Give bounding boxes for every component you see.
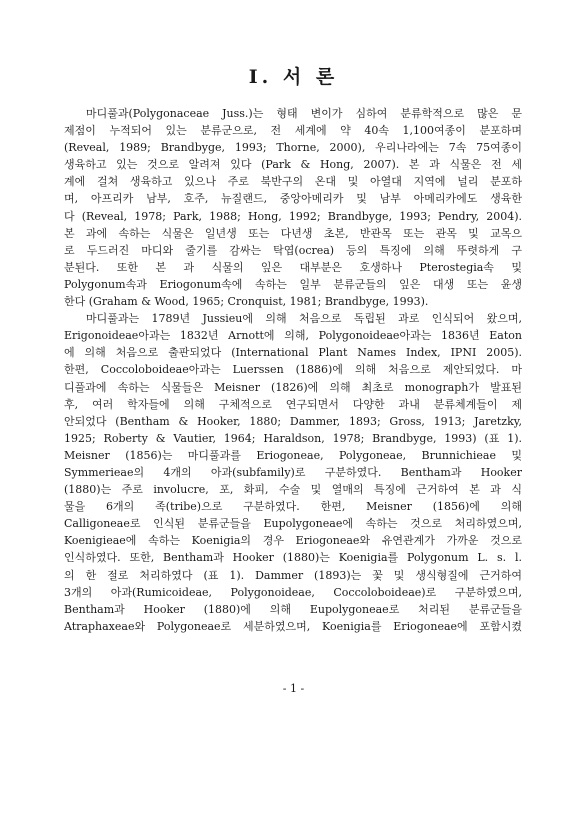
text-line: 계에 걸쳐 생육하고 있으나 주로 북반구의 온대 및 아열대 지역에 널리 분포하: [64, 175, 522, 189]
text-line: 인식하였다. 또한, Bentham과 Hooker (1880)는 Koenigia를 Polygonum L. s. l.: [64, 551, 522, 565]
text-line: 며, 아프리카 남부, 호주, 뉴질랜드, 중앙아메리카 및 남부 아메리카에도 생육한: [64, 192, 522, 206]
body-text: [64, 105, 522, 635]
text-line: 분된다. 또한 본 과 식물의 잎은 대부분은 호생하나 Pterostegia속 및: [64, 260, 522, 274]
text-line: 안되었다 (Bentham & Hooker, 1880; Dammer, 1893; Gross, 1913; Jaretzky,: [64, 414, 522, 428]
text-line: Polygonum속과 Eriogonum속에 속하는 일부 분류군들의 잎은 대생 또는 윤생: [64, 277, 522, 291]
text-line: 에 의해 처음으로 출판되었다 (International Plant Names Index, IPNI 2005).: [64, 346, 522, 360]
text-line: Bentham과 Hooker (1880)에 의해 Eupolygoneae로 처리된 분류군들을: [64, 602, 522, 616]
text-line: (1880)는 주로 involucre, 포, 화피, 수술 및 열매의 특징에 근거하여 본 과 식: [64, 483, 522, 497]
text-line: 본 과에 속하는 식물은 일년생 또는 다년생 초본, 반관목 또는 관목 및 교목으: [64, 226, 522, 240]
text-line: 후, 여러 학자들에 의해 구체적으로 연구되면서 다양한 과내 분류체계들이 제: [64, 397, 522, 411]
text-line: 제점이 누적되어 있는 분류군으로, 전 세계에 약 40속 1,100여종이 분포하며: [64, 124, 522, 138]
text-line: 한다 (Graham & Wood, 1965; Cronquist, 1981; Brandbyge, 1993).: [64, 295, 429, 309]
text-line: 마디풀과(Polygonaceae Juss.)는 형태 변이가 심하여 분류학적으로 많은 문: [86, 107, 522, 120]
text-line: Meisner (1856)는 마디풀과를 Eriogoneae, Polygoneae, Brunnichieae 및: [64, 448, 522, 462]
text-line: 의 한 절로 처리하였다 (표 1). Dammer (1893)는 꽃 및 생식형질에 근거하여: [64, 568, 522, 582]
text-line: 로 두드러진 마디와 줄기를 감싸는 탁엽(ocrea) 등의 특징에 의해 뚜렷하게 구: [64, 243, 522, 257]
text-line: 마디풀과는 1789년 Jussieu에 의해 처음으로 독립된 과로 인식되어 왔으며,: [86, 312, 522, 326]
text-line: Erigonoideae아과는 1832년 Arnott에 의해, Polygonoideae아과는 1836년 Eaton: [64, 329, 522, 343]
text-line: Koenigieae에 속하는 Koenigia의 경우 Eriogoneae와 유연관계가 가까운 것으로: [64, 534, 522, 548]
text-line: 1925; Roberty & Vautier, 1964; Haraldson, 1978; Brandbyge, 1993) (표 1).: [64, 431, 522, 445]
section-title: I. 서 론: [248, 66, 339, 88]
text-line: (Reveal, 1989; Brandbyge, 1993; Thorne, 2000), 우리나라에는 7속 75여종이: [64, 141, 522, 155]
text-line: 다 (Reveal, 1978; Park, 1988; Hong, 1992; Brandbyge, 1993; Pendry, 2004).: [64, 209, 522, 223]
text-line: 디풀과에 속하는 식물들은 Meisner (1826)에 의해 최초로 monograph가 발표된: [64, 380, 522, 394]
text-line: 3개의 아과(Rumicoideae, Polygonoideae, Coccoloboideae)로 구분하였으며,: [64, 585, 522, 599]
text-line: 한편, Coccoloboideae아과는 Luerssen (1886)에 의해 처음으로 제안되었다. 마: [64, 363, 522, 377]
text-line: Calligoneae로 인식된 분류군들을 Eupolygoneae에 속하는 것으로 처리하였으며,: [64, 517, 522, 531]
text-line: 생육하고 있는 것으로 알려져 있다 (Park & Hong, 2007). 본 과 식물은 전 세: [64, 158, 522, 172]
text-line: Symmerieae의 4개의 아과(subfamily)로 구분하였다. Bentham과 Hooker: [64, 465, 522, 479]
text-line: 물을 6개의 족(tribe)으로 구분하였다. 한편, Meisner (1856)에 의해: [64, 500, 522, 514]
page-number: - 1 -: [282, 682, 305, 695]
text-line: Atraphaxeae와 Polygoneae로 세분하였으며, Koenigia를 Eriogoneae에 포함시켰: [64, 619, 522, 633]
